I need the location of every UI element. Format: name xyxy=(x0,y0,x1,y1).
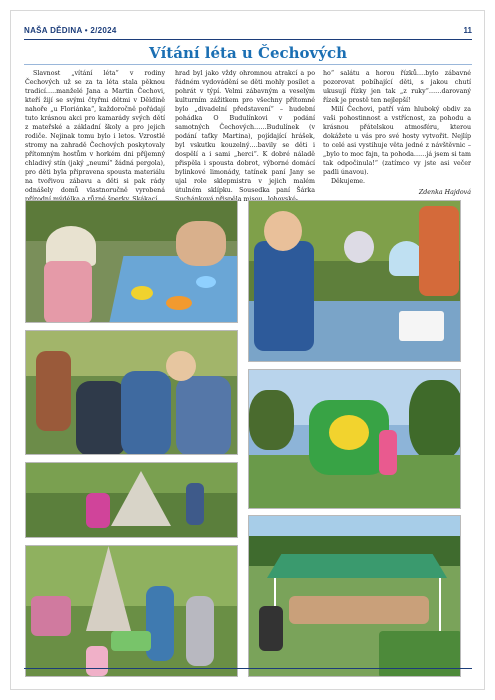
page-number: 11 xyxy=(463,26,472,35)
author-signature: Zdenka Hajdová xyxy=(418,189,471,196)
article-column-2 xyxy=(175,69,315,204)
page-header xyxy=(24,24,472,38)
title-rule xyxy=(24,64,472,65)
paragraph: Slavnost „vítání léta“ v rodiny Čechových už se za ta léta stala pěknou tradicí…..manželé Jana a Martin Čechovi, kteří žijí se svými čtyřmi dětmi v Děldině nahoře „u Floriánka“, každoročně pořádají tuto krásnou akci pro kamarády svých dětí z mateřské a základní školy a pro jejich rodiče. Nejinak tomu bylo i letos. Vzrostlé stromy na zahradě Čechových poskytovaly přítomným hostům v horkém dni příjemný chladivý stín (jaký „neumí“ žádná pergola), pro děti byla připravena spousta materiálu na tvořivou zábavu a děti si pak rády odnášely domů vlastnoručně vyrobená xyxy=(25,70,165,194)
footer-rule xyxy=(24,668,472,669)
article-column-1 xyxy=(25,69,165,204)
photo-crafting-table xyxy=(25,200,238,323)
paragraph: hrad byl jako vždy ohromnou atrakcí a po řádném vydovádění se děti mohly posílet a pohrát v týpí. Velmi zábavným a veselým kulturním zážitkem pro všechny přítomné bylo „divadelní představení“ – hudební pohádka O Budulínkovi v podání samotných Čechových……Budulínek (v podání taťky Martina), pojídající hrášek, byl vskutku kouzelný….bavily se děti i dospělí a i sami „herci“. K dobré náladě přispěla i spousta dobrot, výborné domácí bylinkové limonády, tatínek paní Jany se ujal role sklepmistra v jejich malém útulném sklípku. Sousedka paní Šárka xyxy=(175,70,315,194)
photo-tent-party xyxy=(248,515,461,677)
photo-garden-teepee xyxy=(25,462,238,538)
article-title: Vítání léta u Čechových xyxy=(148,44,348,62)
issue-label: NAŠA DĚDINA • 2/2024 xyxy=(24,26,117,35)
header-rule xyxy=(24,39,472,40)
photo-boy-with-soap xyxy=(248,200,461,362)
photo-playground xyxy=(25,545,238,677)
paragraph: Milí Čechovi, patří vám hluboký obdiv za vaši pohostinnost a vstřícnost, za pohodu a krásnou přátelskou atmosféru, kterou dokážete u vás pro své hosty vytvořit. Nejlíp to celé asi vystihuje věta jedné z návštěvnic – „bylo to moc fajn, ta pohoda……já jsem si tam tak odpočinula!“ (zatímco vy jste asi večer padli únavou). xyxy=(323,106,471,176)
photo-kids-around-table xyxy=(25,330,238,455)
paragraph: ho“ salátu a horou řízků….bylo zábavné pozorovat pobíhající děti, s jakou chutí ukusují řízky jen tak „z ruky“……darovaný řízek je prostě ten nejlepší! xyxy=(323,70,471,104)
paragraph: Děkujeme. xyxy=(331,178,366,185)
photo-bouncy-castle xyxy=(248,369,461,509)
article-column-3 xyxy=(323,69,471,197)
